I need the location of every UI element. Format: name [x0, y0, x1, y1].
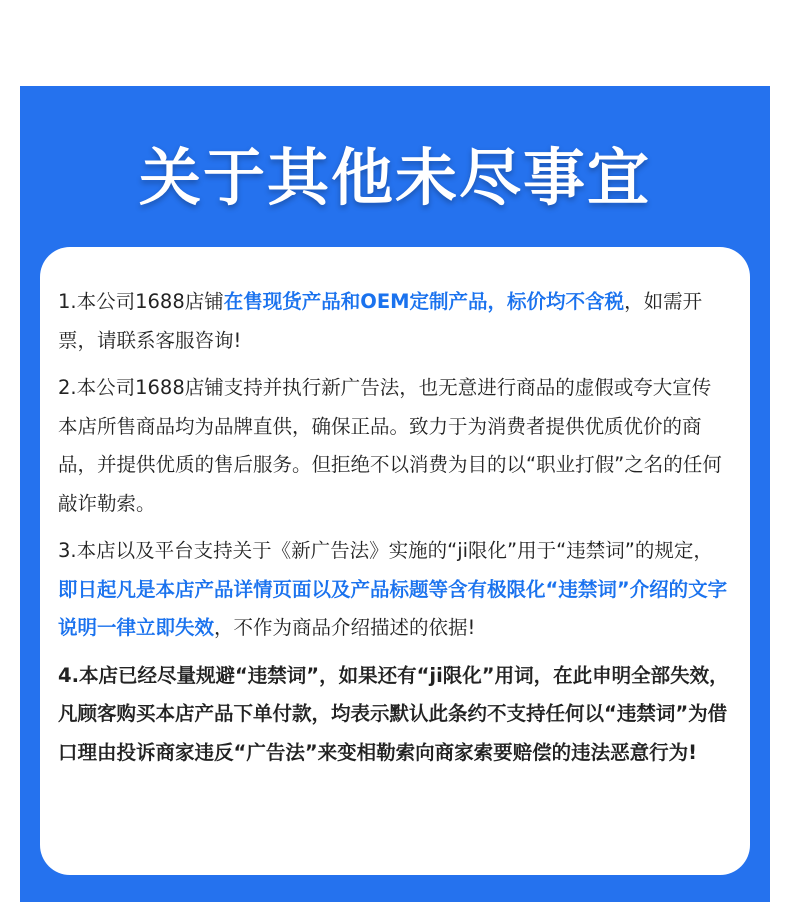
item-number: 1: [58, 290, 71, 313]
notice-item-2: [58, 369, 730, 523]
notice-item-1: [58, 283, 730, 360]
notice-item-3: [58, 532, 730, 648]
notice-item-4: [58, 657, 730, 773]
page-title: 关于其他未尽事宜: [138, 141, 651, 214]
item-text: .本店以及平台支持关于《新广告法》实施的“ji限化”用于“违禁词”的规定，: [70, 539, 713, 562]
item-number: 4: [58, 663, 72, 687]
notice-card: [40, 247, 750, 875]
item-highlight: 即日起凡是本店产品详情页面以及产品标题等含有极限化“违禁词”介绍的文字说明一律立即失效: [58, 577, 728, 639]
item-text: .本公司1688店铺: [70, 290, 224, 313]
item-text-after: ，不作为商品介绍描述的依据!: [214, 616, 476, 639]
item-number: 3: [58, 539, 71, 562]
item-text: .本公司1688店铺支持并执行新广告法，也无意进行商品的虚假或夸大宣传本店所售商品均为品牌直供，确保正品。致力于为消费者提供优质优价的商品，并提供优质的售后服务。但拒绝不以消费为目的以“职业打假”之名的任何敲诈勒索。: [58, 376, 722, 515]
item-number: 2: [58, 376, 71, 399]
item-highlight: 在售现货产品和OEM定制产品，标价均不含税: [223, 290, 625, 313]
item-text-after: ，如需开票，请联系客服咨询!: [58, 290, 703, 352]
item-text: .本店已经尽量规避“违禁词”，如果还有“ji限化”用词，在此申明全部失效，凡顾客购买本店产品下单付款，均表示默认此条约不支持任何以“违禁词”为借口理由投诉商家违反“广告法”来变相勒索向商家索要赔偿的违法恶意行为!: [58, 663, 729, 764]
